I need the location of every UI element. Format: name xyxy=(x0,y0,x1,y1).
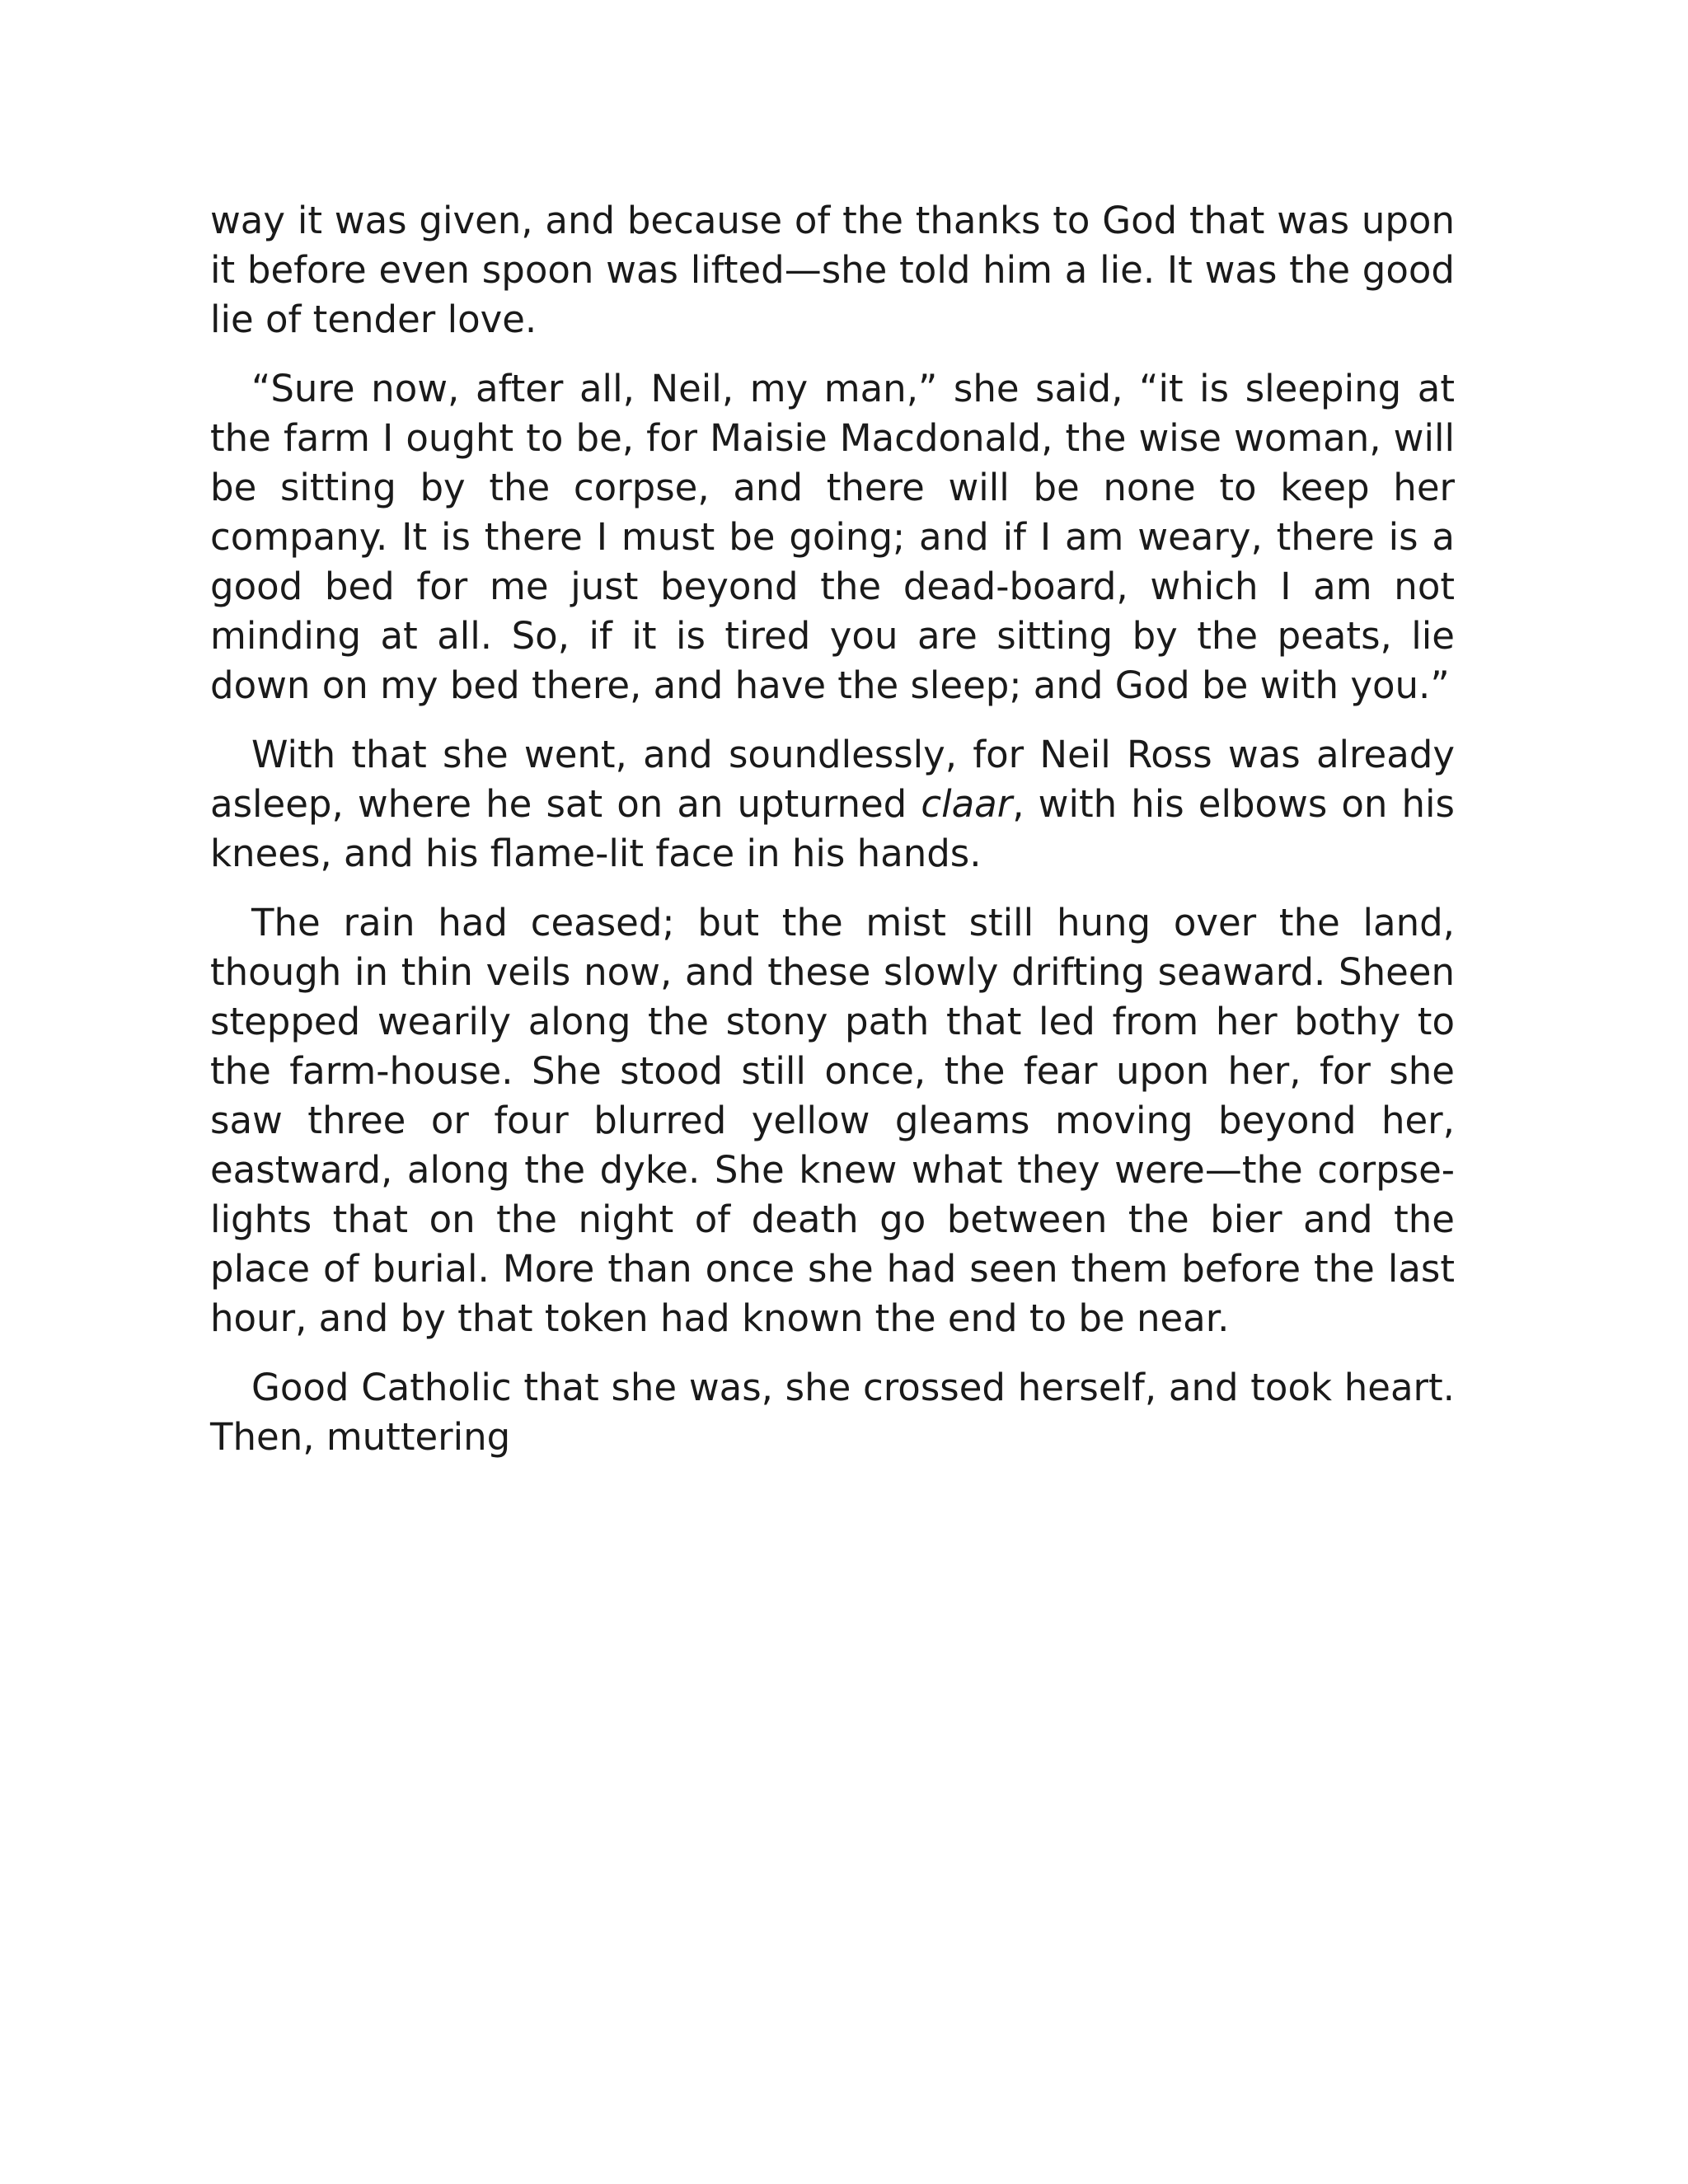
italic-word-claar: claar xyxy=(921,782,1013,826)
paragraph-3 xyxy=(210,730,1455,879)
body-text xyxy=(210,196,1455,1462)
paragraph-3-text-before: With that she went, and soundlessly, for Neil Ross was already asleep, where he sat on an upturned xyxy=(210,733,1455,826)
paragraph-5: Good Catholic that she was, she crossed herself, and took heart. Then, muttering xyxy=(210,1366,1455,1459)
paragraph-3-text-after: , with his elbows on his knees, and his flame-lit face in his hands. xyxy=(210,782,1455,875)
paragraph-1: way it was given, and because of the thanks to God that was upon it before even spoon was lifted—she told him a lie. It was the good lie of tender love. xyxy=(210,199,1455,341)
paragraph-2: “Sure now, after all, Neil, my man,” she said, “it is sleeping at the farm I ought to be, for Maisie Macdonald, the wise woman, will be sitting by the corpse, and there will be none to keep her company. It is there I must be going; and if I am weary, there is a good bed for me just beyond the dead-board, which I am not minding at all. So, if it is tired you are sitting by the peats, lie down on my bed there, and have the sleep; and God be with you.” xyxy=(210,367,1455,707)
paragraph-4: The rain had ceased; but the mist still hung over the land, though in thin veils now, and these slowly drifting seaward. Sheen stepped wearily along the stony path that led from her bothy to the farm-house. She stood still once, the fear upon her, for she saw three or four blurred yellow gleams moving beyond her, eastward, along the dyke. She knew what they were—the corpse-lights that on the night of death go between the bier and the place of burial. More than once she had seen them before the last hour, and by that token had known the end to be near. xyxy=(210,901,1455,1340)
